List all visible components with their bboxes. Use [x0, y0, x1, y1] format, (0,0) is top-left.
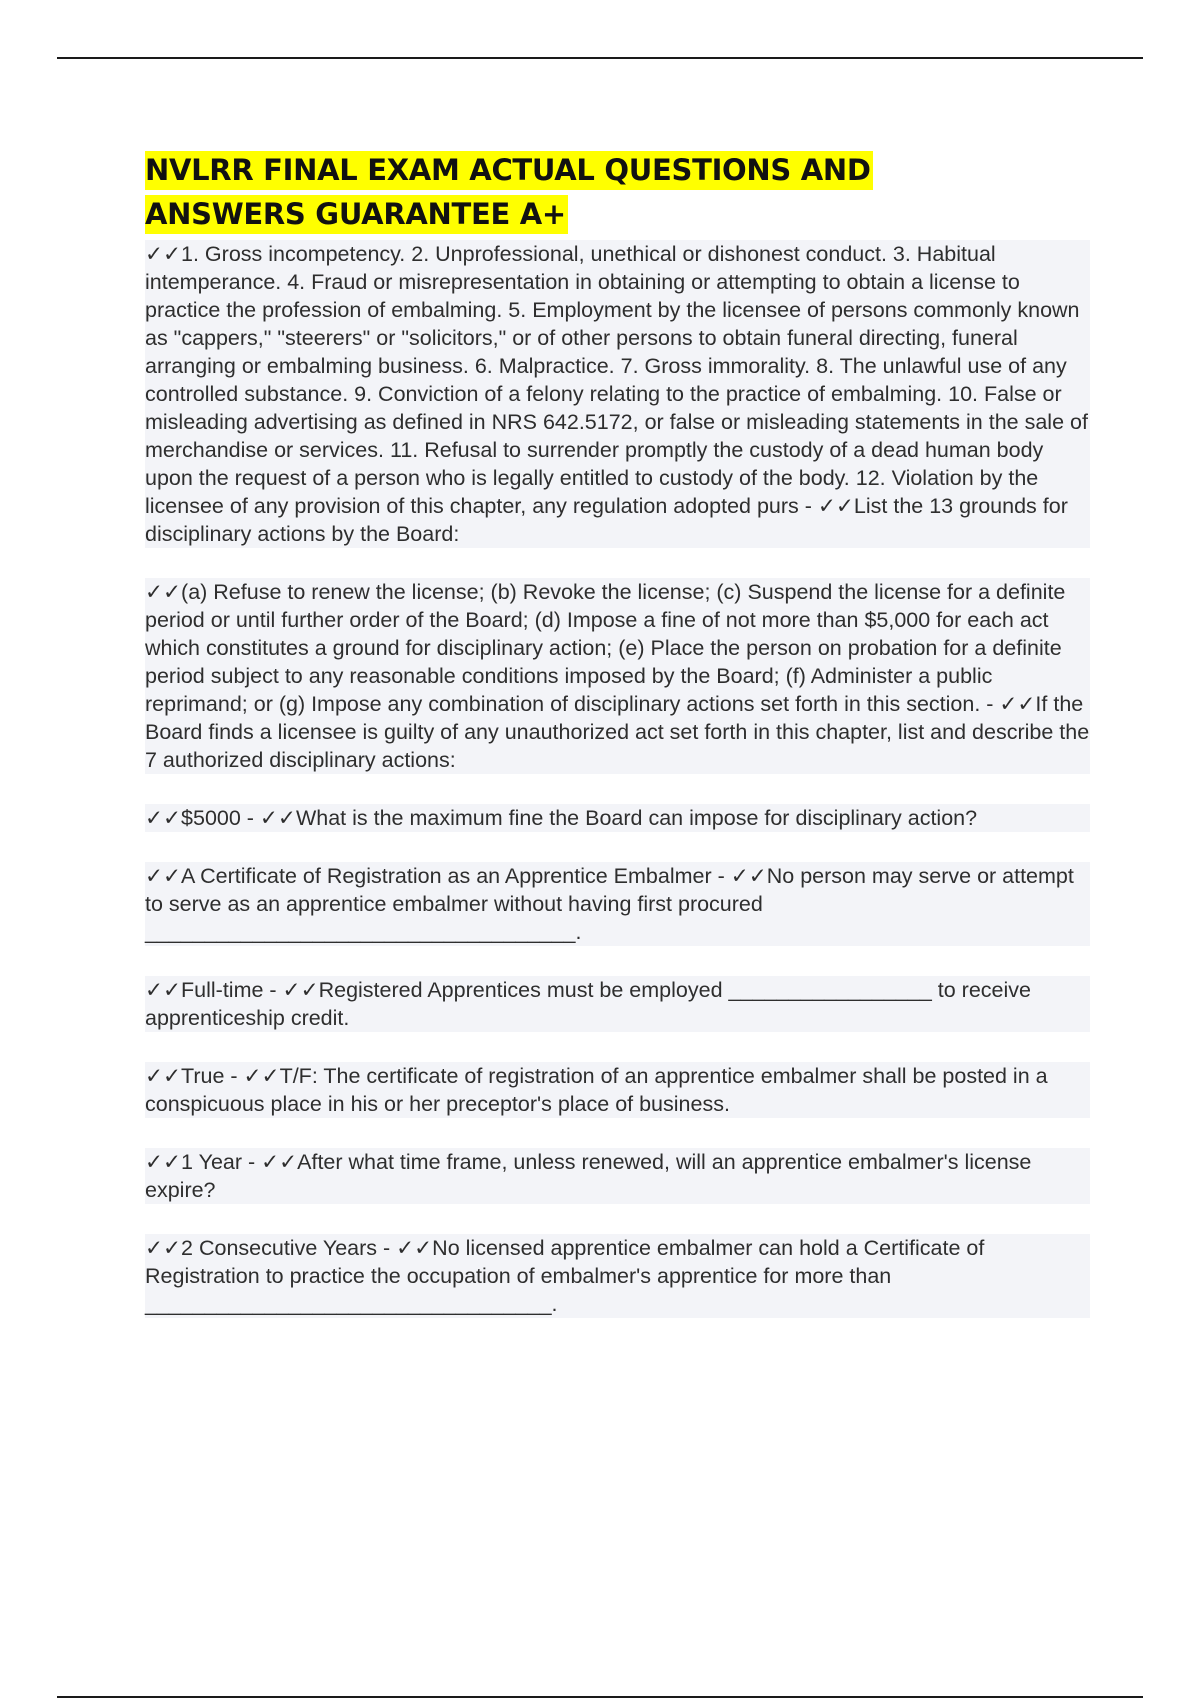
title-line-2: ANSWERS GUARANTEE A+	[145, 195, 568, 234]
qa-entry-1: ✓✓1. Gross incompetency. 2. Unprofessional, unethical or dishonest conduct. 3. Habitual intemperance. 4. Fraud or misrepresentation in obtaining or attempting to obtain a license to practice the profession of embalming. 5. Employment by the licensee of persons commonly known as "cappers," "steerers" or "solicitors," or of other persons to obtain funeral directing, funeral arranging or embalming business. 6. Malpractice. 7. Gross immorality. 8. The unlawful use of any controlled substance. 9. Conviction of a felony relating to the practice of embalming. 10. False or misleading advertising as defined in NRS 642.5172, or false or misleading statements in the sale of merchandise or services. 11. Refusal to surrender promptly the custody of a dead human body upon the request of a person who is legally entitled to custody of the body. 12. Violation by the licensee of any provision of this chapter, any regulation adopted purs - ✓✓List the 13 grounds for disciplinary actions by the Board:	[145, 240, 1090, 548]
document-title	[145, 148, 1090, 236]
qa-entry-4: ✓✓A Certificate of Registration as an Apprentice Embalmer - ✓✓No person may serve or attempt to serve as an apprentice embalmer without having first procured ____________________________________.	[145, 862, 1090, 946]
bottom-rule	[57, 1696, 1143, 1698]
qa-entry-7: ✓✓1 Year - ✓✓After what time frame, unless renewed, will an apprentice embalmer's license expire?	[145, 1148, 1090, 1204]
document-body	[145, 148, 1090, 1348]
top-rule	[57, 57, 1143, 59]
qa-entry-3: ✓✓$5000 - ✓✓What is the maximum fine the Board can impose for disciplinary action?	[145, 804, 1090, 832]
qa-entry-5: ✓✓Full-time - ✓✓Registered Apprentices must be employed _________________ to receive apprenticeship credit.	[145, 976, 1090, 1032]
title-line-1: NVLRR FINAL EXAM ACTUAL QUESTIONS AND	[145, 151, 873, 190]
qa-entry-8: ✓✓2 Consecutive Years - ✓✓No licensed apprentice embalmer can hold a Certificate of Registration to practice the occupation of embalmer's apprentice for more than __________________________________.	[145, 1234, 1090, 1318]
qa-entry-6: ✓✓True - ✓✓T/F: The certificate of registration of an apprentice embalmer shall be posted in a conspicuous place in his or her preceptor's place of business.	[145, 1062, 1090, 1118]
qa-entry-2: ✓✓(a) Refuse to renew the license; (b) Revoke the license; (c) Suspend the license for a definite period or until further order of the Board; (d) Impose a fine of not more than $5,000 for each act which constitutes a ground for disciplinary action; (e) Place the person on probation for a definite period subject to any reasonable conditions imposed by the Board; (f) Administer a public reprimand; or (g) Impose any combination of disciplinary actions set forth in this section. - ✓✓If the Board finds a licensee is guilty of any unauthorized act set forth in this chapter, list and describe the 7 authorized disciplinary actions:	[145, 580, 1090, 772]
